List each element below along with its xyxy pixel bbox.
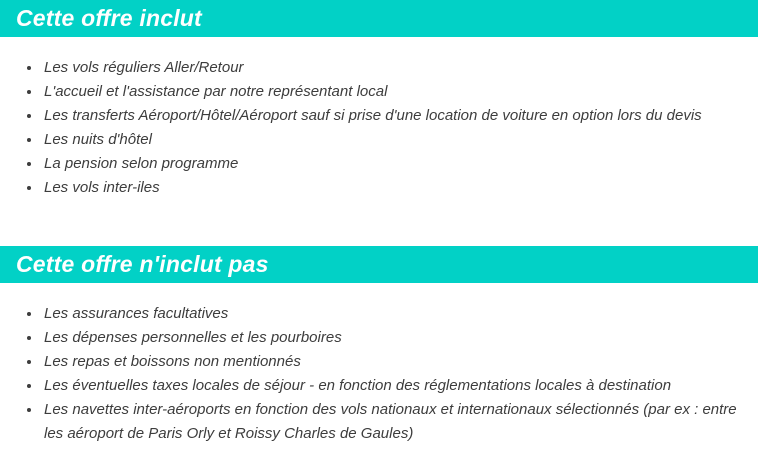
- list-item: • Les nuits d'hôtel: [42, 128, 744, 152]
- section-not-included-header-band: [0, 246, 758, 283]
- list-item: • Les transferts Aéroport/Hôtel/Aéroport sauf si prise d'une location de voiture en option lors du devis: [42, 104, 744, 128]
- section-included-title: Cette offre inclut: [16, 5, 202, 31]
- list-item: • Les éventuelles taxes locales de séjour - en fonction des réglementations locales à destination: [42, 374, 744, 398]
- list-item: • Les vols réguliers Aller/Retour: [42, 56, 744, 80]
- list-item: • Les dépenses personnelles et les pourboires: [42, 326, 744, 350]
- list-item: • L'accueil et l'assistance par notre représentant local: [42, 80, 744, 104]
- section-offer-included: [0, 0, 758, 200]
- list-item: • Les repas et boissons non mentionnés: [42, 350, 744, 374]
- list-item: • Les assurances facultatives: [42, 302, 744, 326]
- section-offer-not-included: [0, 246, 758, 446]
- section-not-included-title: Cette offre n'inclut pas: [16, 251, 269, 277]
- included-items-list: [0, 37, 758, 200]
- list-item: • Les navettes inter-aéroports en fonction des vols nationaux et internationaux sélectionnés (par ex : entre les aéroport de Paris Orly et Roissy Charles de Gaules): [42, 398, 744, 446]
- not-included-items-list: [0, 283, 758, 446]
- list-item: • La pension selon programme: [42, 152, 744, 176]
- section-included-header-band: [0, 0, 758, 37]
- list-item: • Les vols inter-iles: [42, 176, 744, 200]
